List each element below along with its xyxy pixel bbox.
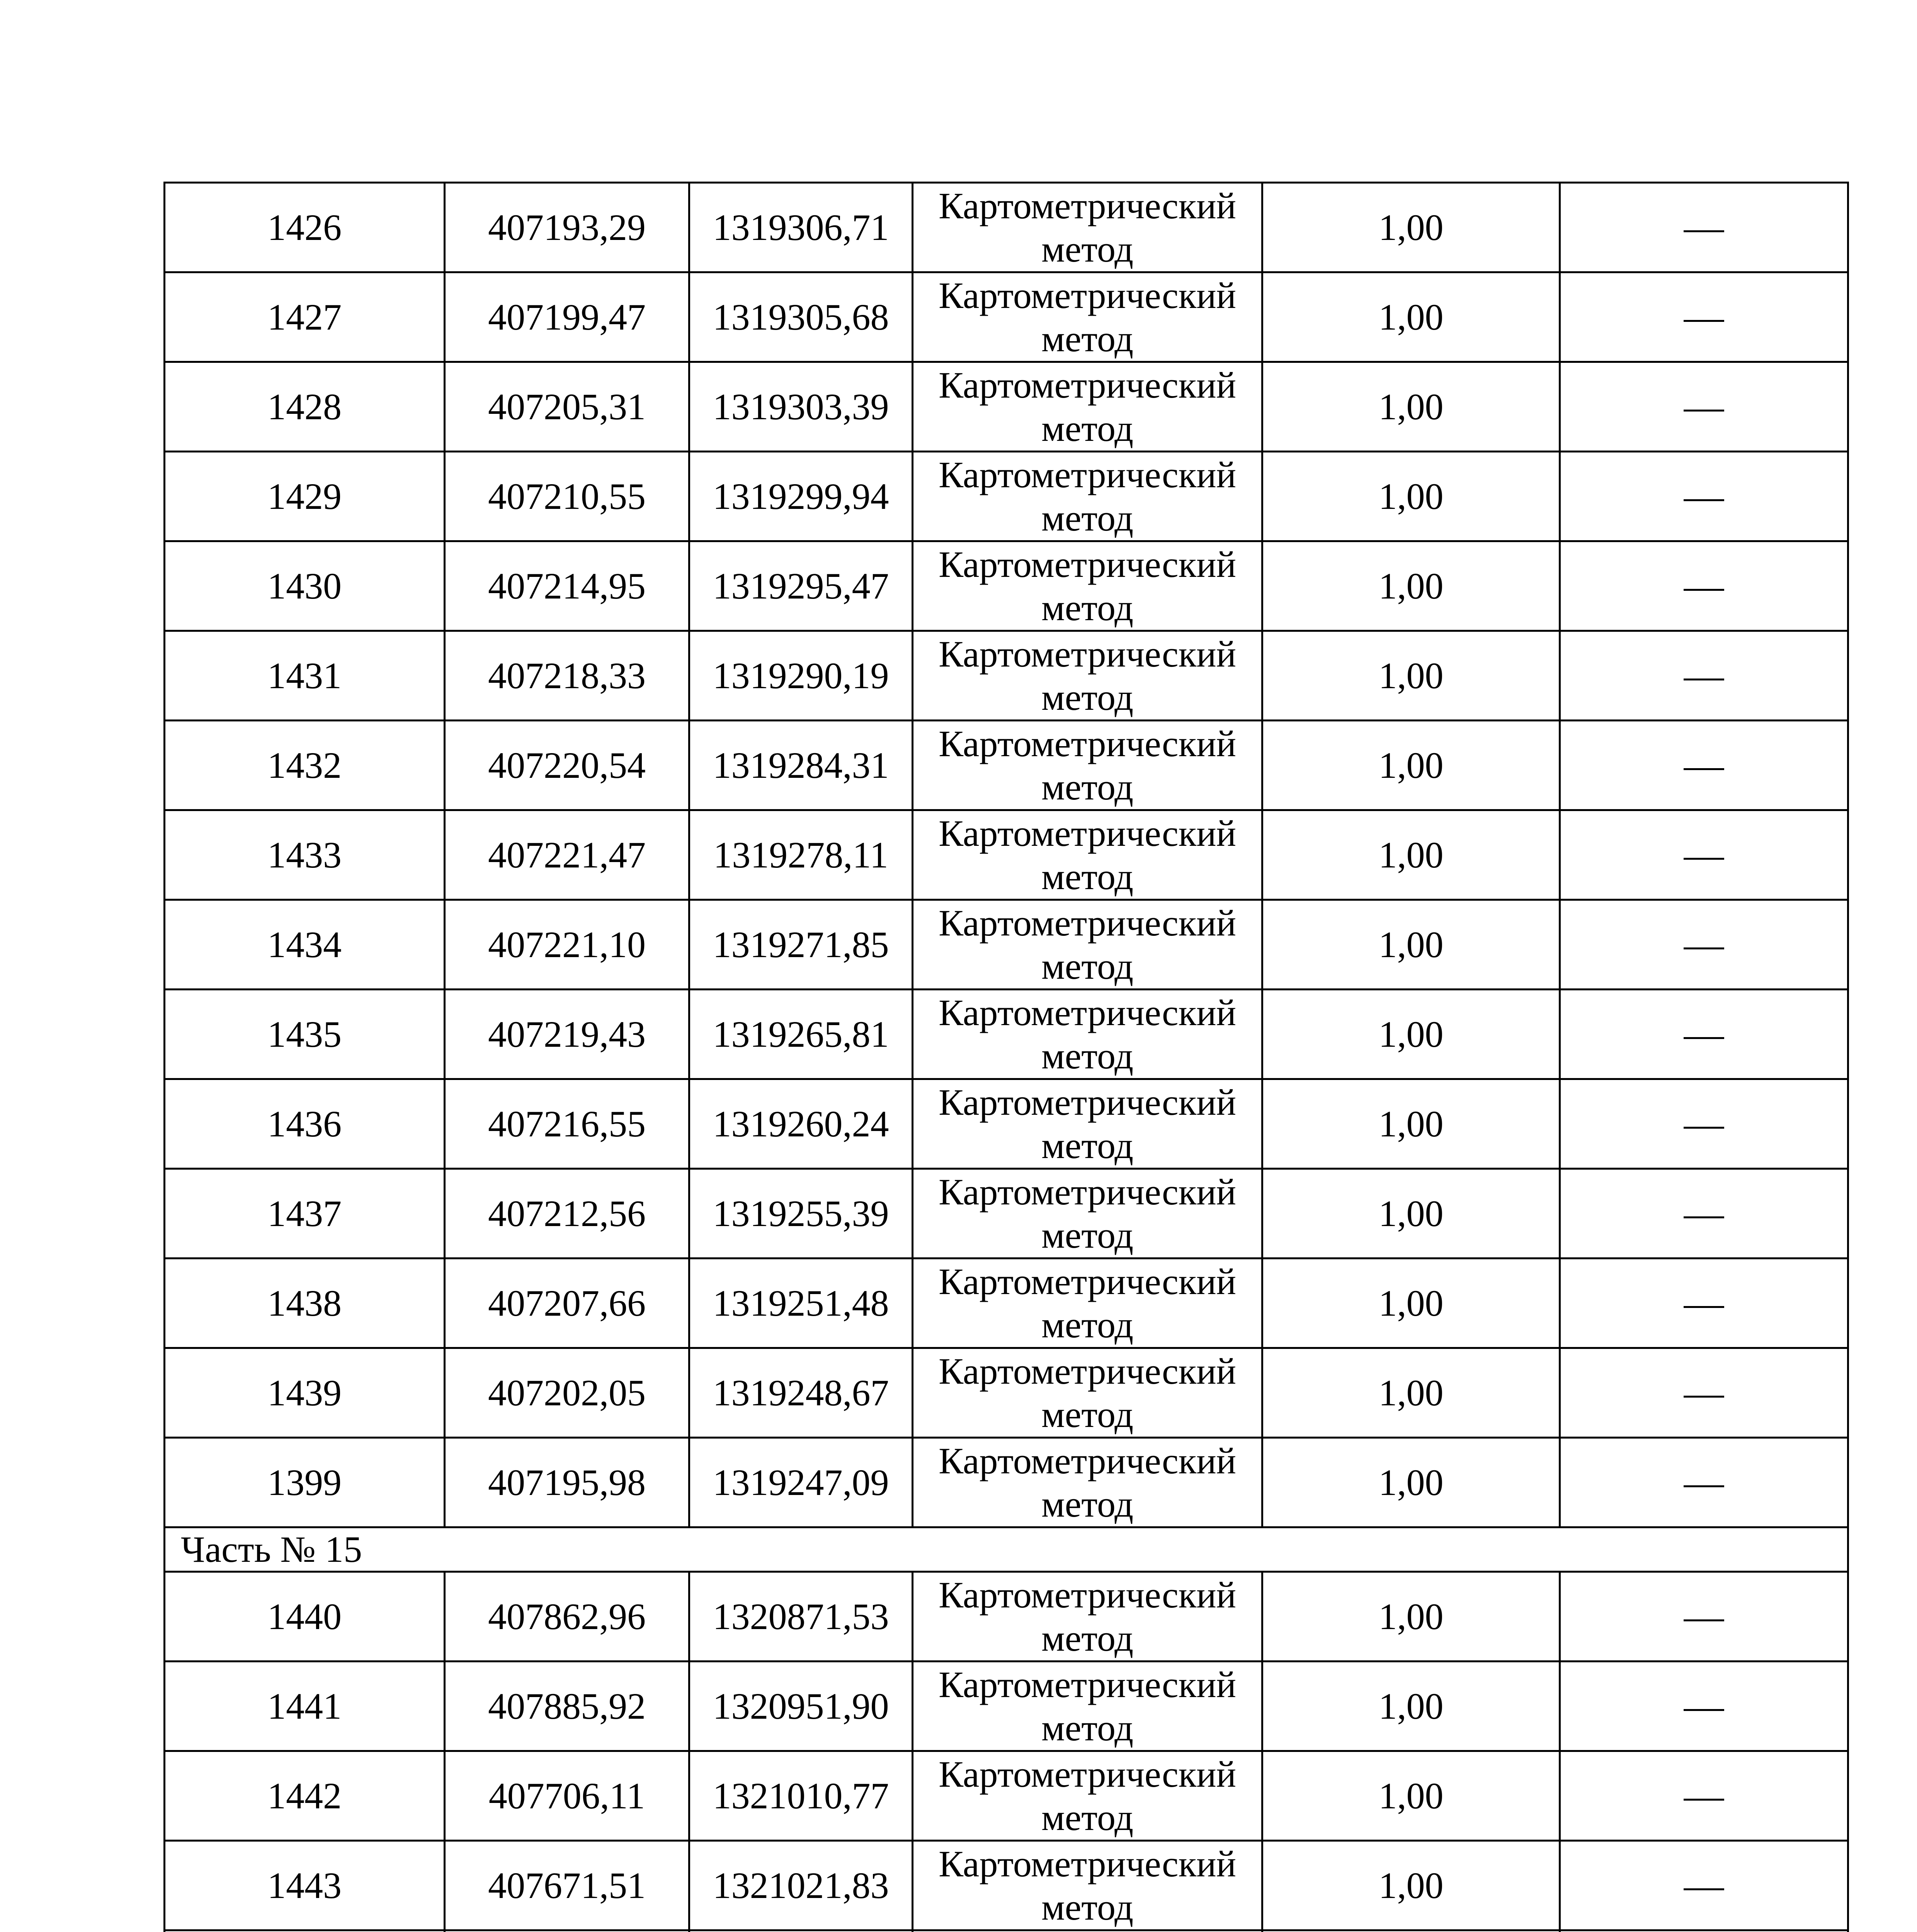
point-number-cell: 1441: [165, 1662, 445, 1751]
note-cell: [1560, 631, 1848, 721]
method-cell: [913, 1438, 1262, 1527]
table-row: [165, 183, 1848, 272]
method-line-2: метод: [1041, 1035, 1134, 1077]
dash-mark: [1684, 1485, 1724, 1487]
accuracy-cell: 1,00: [1262, 1348, 1560, 1438]
method-line-1: Картометрический: [938, 1171, 1237, 1213]
method-line-1: Картометрический: [938, 1843, 1237, 1884]
note-cell: [1560, 721, 1848, 810]
method-line-2: метод: [1041, 1617, 1134, 1659]
x-coordinate-cell: 407193,29: [445, 183, 689, 272]
point-number-cell: 1427: [165, 272, 445, 362]
y-coordinate-cell: 1320951,90: [689, 1662, 913, 1751]
point-number-cell: 1438: [165, 1259, 445, 1348]
accuracy-cell: 1,00: [1262, 1662, 1560, 1751]
method-line-2: метод: [1041, 1304, 1134, 1345]
method-line-1: Картометрический: [938, 1574, 1237, 1616]
point-number-cell: 1433: [165, 810, 445, 900]
point-number-cell: 1439: [165, 1348, 445, 1438]
note-cell: [1560, 183, 1848, 272]
coordinates-table: [163, 182, 1849, 1932]
method-line-2: метод: [1041, 1214, 1134, 1256]
dash-mark: [1684, 1037, 1724, 1039]
x-coordinate-cell: 407202,05: [445, 1348, 689, 1438]
method-cell: [913, 541, 1262, 631]
x-coordinate-cell: 407216,55: [445, 1079, 689, 1169]
method-line-1: Картометрический: [938, 274, 1237, 316]
point-number-cell: 1428: [165, 362, 445, 452]
note-cell: [1560, 810, 1848, 900]
method-cell: [913, 1930, 1262, 1932]
dash-mark: [1684, 230, 1724, 232]
y-coordinate-cell: 1321010,77: [689, 1751, 913, 1841]
x-coordinate-cell: 407214,95: [445, 541, 689, 631]
accuracy-cell: [1262, 1930, 1560, 1932]
y-coordinate-cell: 1319284,31: [689, 721, 913, 810]
point-number-cell: 1399: [165, 1438, 445, 1527]
method-cell: [913, 452, 1262, 541]
point-number-cell: 1442: [165, 1751, 445, 1841]
table-row: [165, 1348, 1848, 1438]
dash-mark: [1684, 679, 1724, 680]
accuracy-cell: 1,00: [1262, 1259, 1560, 1348]
section-label: Часть № 15: [165, 1527, 1848, 1572]
method-line-2: метод: [1041, 497, 1134, 539]
y-coordinate-cell: 1320871,53: [689, 1572, 913, 1662]
y-coordinate-cell: 1319295,47: [689, 541, 913, 631]
method-line-2: метод: [1041, 766, 1134, 808]
method-line-1: Картометрический: [938, 1440, 1237, 1481]
dash-mark: [1684, 1396, 1724, 1398]
accuracy-cell: 1,00: [1262, 1438, 1560, 1527]
x-coordinate-cell: 407862,96: [445, 1572, 689, 1662]
method-line-1: Картометрический: [938, 723, 1237, 764]
table-row: [165, 1662, 1848, 1751]
accuracy-cell: 1,00: [1262, 900, 1560, 990]
accuracy-cell: 1,00: [1262, 1079, 1560, 1169]
method-cell: [913, 272, 1262, 362]
dash-mark: [1684, 499, 1724, 501]
table-row: [165, 900, 1848, 990]
accuracy-cell: 1,00: [1262, 362, 1560, 452]
method-cell: [913, 183, 1262, 272]
accuracy-cell: 1,00: [1262, 541, 1560, 631]
method-cell: [913, 1662, 1262, 1751]
dash-mark: [1684, 1888, 1724, 1890]
method-line-2: метод: [1041, 1483, 1134, 1525]
y-coordinate-cell: 1319248,67: [689, 1348, 913, 1438]
y-coordinate-cell: 1319255,39: [689, 1169, 913, 1259]
y-coordinate-cell: 1319271,85: [689, 900, 913, 990]
accuracy-cell: 1,00: [1262, 990, 1560, 1079]
accuracy-cell: 1,00: [1262, 1169, 1560, 1259]
x-coordinate-cell: 407210,55: [445, 452, 689, 541]
y-coordinate-cell: 1319251,48: [689, 1259, 913, 1348]
table-row: [165, 1841, 1848, 1930]
note-cell: [1560, 900, 1848, 990]
dash-mark: [1684, 1619, 1724, 1621]
method-line-1: Картометрический: [938, 902, 1237, 944]
note-cell: [1560, 1572, 1848, 1662]
method-line-2: метод: [1041, 1707, 1134, 1748]
point-number-cell: 1437: [165, 1169, 445, 1259]
dash-mark: [1684, 410, 1724, 412]
x-coordinate-cell: 407671,51: [445, 1841, 689, 1930]
method-line-2: метод: [1041, 407, 1134, 449]
point-number-cell: 1429: [165, 452, 445, 541]
y-coordinate-cell: 1319305,68: [689, 272, 913, 362]
note-cell: [1560, 1438, 1848, 1527]
method-line-1: Картометрический: [938, 1753, 1237, 1795]
note-cell: [1560, 362, 1848, 452]
method-cell: [913, 1079, 1262, 1169]
x-coordinate-cell: 407195,98: [445, 1438, 689, 1527]
x-coordinate-cell: 407207,66: [445, 1259, 689, 1348]
method-line-1: Картометрический: [938, 812, 1237, 854]
point-number-cell: 1426: [165, 183, 445, 272]
x-coordinate-cell: 407885,92: [445, 1662, 689, 1751]
method-line-1: Картометрический: [938, 1260, 1237, 1302]
x-coordinate-cell: 407199,47: [445, 272, 689, 362]
method-cell: [913, 900, 1262, 990]
note-cell: [1560, 1169, 1848, 1259]
method-cell: [913, 1572, 1262, 1662]
method-line-2: метод: [1041, 1393, 1134, 1435]
method-line-2: метод: [1041, 587, 1134, 628]
note-cell: [1560, 1841, 1848, 1930]
method-line-1: Картометрический: [938, 992, 1237, 1033]
accuracy-cell: 1,00: [1262, 272, 1560, 362]
method-line-2: метод: [1041, 318, 1134, 359]
y-coordinate-cell: 1319306,71: [689, 183, 913, 272]
note-cell: [1560, 452, 1848, 541]
note-cell: [1560, 272, 1848, 362]
method-line-1: Картометрический: [938, 543, 1237, 585]
method-cell: [913, 362, 1262, 452]
method-cell: [913, 1348, 1262, 1438]
method-line-2: метод: [1041, 945, 1134, 987]
dash-mark: [1684, 1127, 1724, 1129]
x-coordinate-cell: [445, 1930, 689, 1932]
method-line-2: метод: [1041, 1124, 1134, 1166]
point-number-cell: 1434: [165, 900, 445, 990]
x-coordinate-cell: 407220,54: [445, 721, 689, 810]
table-row: [165, 1572, 1848, 1662]
point-number-cell: 1440: [165, 1572, 445, 1662]
y-coordinate-cell: 1319265,81: [689, 990, 913, 1079]
accuracy-cell: 1,00: [1262, 721, 1560, 810]
note-cell: [1560, 990, 1848, 1079]
accuracy-cell: 1,00: [1262, 183, 1560, 272]
table-body-part-14: [165, 183, 1848, 1527]
method-cell: [913, 810, 1262, 900]
accuracy-cell: 1,00: [1262, 1572, 1560, 1662]
note-cell: [1560, 1079, 1848, 1169]
note-cell: [1560, 1751, 1848, 1841]
dash-mark: [1684, 320, 1724, 322]
table-row: [165, 452, 1848, 541]
table-row: [165, 1079, 1848, 1169]
method-line-2: метод: [1041, 228, 1134, 270]
y-coordinate-cell: 1319303,39: [689, 362, 913, 452]
table-row: [165, 541, 1848, 631]
note-cell: [1560, 1662, 1848, 1751]
point-number-cell: 1435: [165, 990, 445, 1079]
dash-mark: [1684, 858, 1724, 860]
table-row: [165, 721, 1848, 810]
method-line-1: Картометрический: [938, 185, 1237, 226]
method-line-1: Картометрический: [938, 1081, 1237, 1123]
table-row: [165, 1169, 1848, 1259]
y-coordinate-cell: 1321021,83: [689, 1841, 913, 1930]
table-row: [165, 362, 1848, 452]
method-cell: [913, 1841, 1262, 1930]
y-coordinate-cell: 1319260,24: [689, 1079, 913, 1169]
x-coordinate-cell: 407706,11: [445, 1751, 689, 1841]
note-cell: [1560, 1930, 1848, 1932]
method-line-2: метод: [1041, 1796, 1134, 1838]
dash-mark: [1684, 1799, 1724, 1801]
x-coordinate-cell: 407221,47: [445, 810, 689, 900]
method-line-2: метод: [1041, 1886, 1134, 1928]
dash-mark: [1684, 1216, 1724, 1218]
table-row: [165, 272, 1848, 362]
accuracy-cell: 1,00: [1262, 1751, 1560, 1841]
table-row: [165, 810, 1848, 900]
dash-mark: [1684, 768, 1724, 770]
table-body-part-15: [165, 1572, 1848, 1932]
note-cell: [1560, 1259, 1848, 1348]
table-section-part-15: [165, 1527, 1848, 1572]
x-coordinate-cell: 407219,43: [445, 990, 689, 1079]
method-cell: [913, 1259, 1262, 1348]
method-line-1: Картометрический: [938, 364, 1237, 406]
method-line-2: метод: [1041, 855, 1134, 897]
x-coordinate-cell: 407218,33: [445, 631, 689, 721]
table-row: [165, 990, 1848, 1079]
x-coordinate-cell: 407205,31: [445, 362, 689, 452]
y-coordinate-cell: 1319247,09: [689, 1438, 913, 1527]
x-coordinate-cell: 407221,10: [445, 900, 689, 990]
y-coordinate-cell: 1319278,11: [689, 810, 913, 900]
method-cell: [913, 1169, 1262, 1259]
y-coordinate-cell: 1319299,94: [689, 452, 913, 541]
point-number-cell: 1430: [165, 541, 445, 631]
y-coordinate-cell: [689, 1930, 913, 1932]
accuracy-cell: 1,00: [1262, 810, 1560, 900]
note-cell: [1560, 1348, 1848, 1438]
method-cell: [913, 721, 1262, 810]
point-number-cell: 1432: [165, 721, 445, 810]
point-number-cell: 1443: [165, 1841, 445, 1930]
table-row: [165, 631, 1848, 721]
method-line-1: Картометрический: [938, 1350, 1237, 1392]
dash-mark: [1684, 589, 1724, 591]
method-cell: [913, 1751, 1262, 1841]
table-row: [165, 1438, 1848, 1527]
accuracy-cell: 1,00: [1262, 1841, 1560, 1930]
point-number-cell: 1436: [165, 1079, 445, 1169]
method-cell: [913, 631, 1262, 721]
dash-mark: [1684, 947, 1724, 949]
x-coordinate-cell: 407212,56: [445, 1169, 689, 1259]
table-row: [165, 1259, 1848, 1348]
y-coordinate-cell: 1319290,19: [689, 631, 913, 721]
method-line-2: метод: [1041, 676, 1134, 718]
section-header-row: [165, 1527, 1848, 1572]
method-line-1: Картометрический: [938, 1663, 1237, 1705]
method-cell: [913, 990, 1262, 1079]
note-cell: [1560, 541, 1848, 631]
accuracy-cell: 1,00: [1262, 452, 1560, 541]
dash-mark: [1684, 1306, 1724, 1308]
table-row: [165, 1751, 1848, 1841]
accuracy-cell: 1,00: [1262, 631, 1560, 721]
method-line-1: Картометрический: [938, 454, 1237, 495]
method-line-1: Картометрический: [938, 633, 1237, 675]
dash-mark: [1684, 1709, 1724, 1711]
point-number-cell: 1431: [165, 631, 445, 721]
table-row: [165, 1930, 1848, 1932]
point-number-cell: [165, 1930, 445, 1932]
